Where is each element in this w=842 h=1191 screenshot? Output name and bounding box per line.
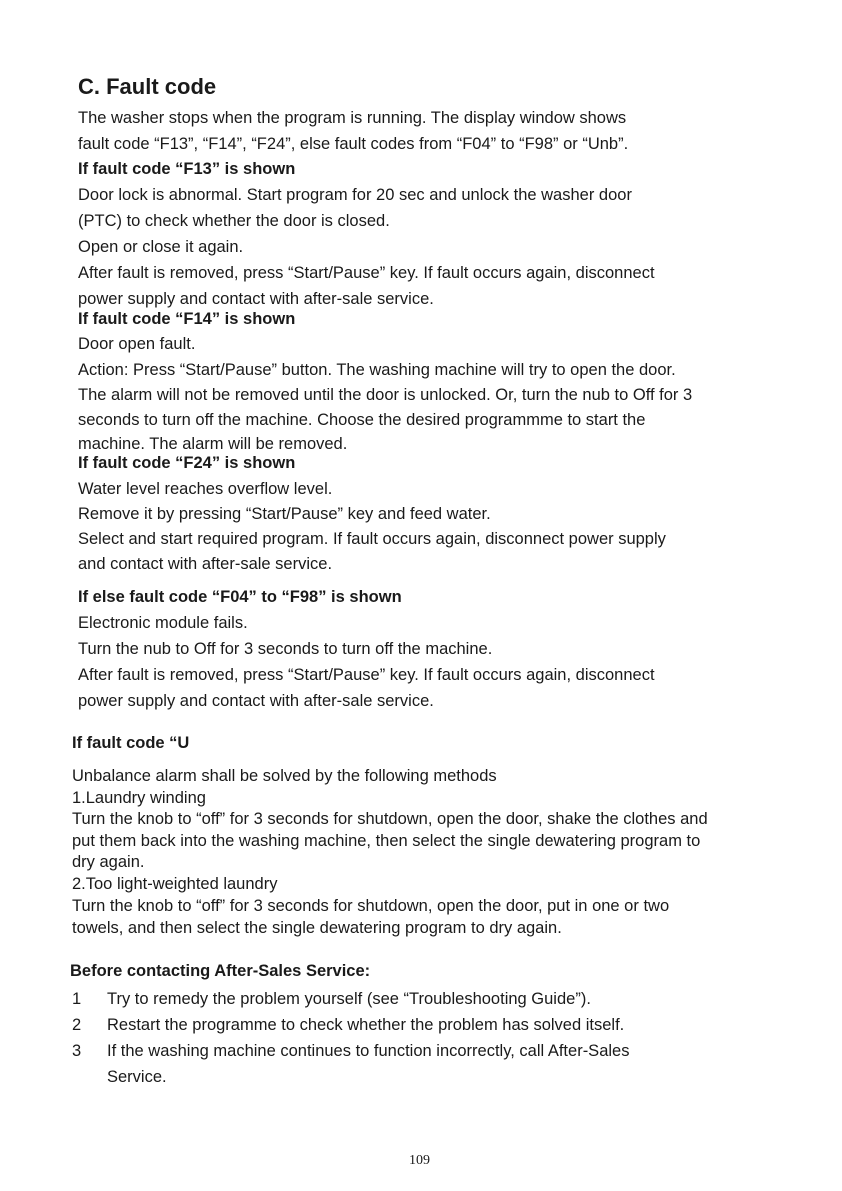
f14-line: seconds to turn off the machine. Choose the desired programmme to start the — [78, 411, 646, 429]
list-item-number: 1 — [72, 990, 82, 1008]
f14-line: Door open fault. — [78, 335, 196, 353]
f24-line: Water level reaches overflow level. — [78, 480, 333, 498]
f13-line: Door lock is abnormal. Start program for 20 sec and unlock the washer door — [78, 186, 632, 204]
intro-line: The washer stops when the program is running. The display window shows — [78, 109, 627, 127]
f24-line: Remove it by pressing “Start/Pause” key and feed water. — [78, 505, 491, 523]
f13-line: (PTC) to check whether the door is closed. — [78, 212, 390, 230]
f13-line: After fault is removed, press “Start/Pause” key. If fault occurs again, disconnect — [78, 264, 655, 282]
u-line: 1.Laundry winding — [72, 789, 206, 807]
u-line: dry again. — [72, 853, 145, 871]
f14-heading: If fault code “F14” is shown — [78, 310, 296, 328]
list-item-number: 2 — [72, 1016, 82, 1034]
f24-line: Select and start required program. If fault occurs again, disconnect power supply — [78, 530, 666, 548]
f13-heading: If fault code “F13” is shown — [78, 160, 296, 178]
list-item-text: If the washing machine continues to function incorrectly, call After-Sales — [107, 1042, 630, 1060]
u-line: 2.Too light-weighted laundry — [72, 875, 278, 893]
u-heading: If fault code “U — [72, 734, 190, 752]
f04-f98-line: power supply and contact with after-sale service. — [78, 692, 434, 710]
list-item-text-continued: Service. — [107, 1068, 167, 1086]
u-line: Unbalance alarm shall be solved by the following methods — [72, 767, 497, 785]
before-service-heading: Before contacting After-Sales Service: — [70, 962, 371, 980]
list-item-number: 3 — [72, 1042, 82, 1060]
u-line: Turn the knob to “off” for 3 seconds for shutdown, open the door, put in one or two — [72, 897, 670, 915]
f14-line: machine. The alarm will be removed. — [78, 435, 348, 453]
list-item-text: Restart the programme to check whether the problem has solved itself. — [107, 1016, 625, 1034]
f14-line: Action: Press “Start/Pause” button. The washing machine will try to open the door. — [78, 361, 676, 379]
f13-line: Open or close it again. — [78, 238, 244, 256]
u-line: Turn the knob to “off” for 3 seconds for shutdown, open the door, shake the clothes and — [72, 810, 708, 828]
f24-heading: If fault code “F24” is shown — [78, 454, 296, 472]
f04-f98-line: After fault is removed, press “Start/Pause” key. If fault occurs again, disconnect — [78, 666, 655, 684]
f24-line: and contact with after-sale service. — [78, 555, 333, 573]
u-line: towels, and then select the single dewatering program to dry again. — [72, 919, 562, 937]
section-title: C. Fault code — [78, 74, 217, 99]
f04-f98-line: Turn the nub to Off for 3 seconds to turn off the machine. — [78, 640, 493, 658]
intro-line: fault code “F13”, “F14”, “F24”, else fault codes from “F04” to “F98” or “Unb”. — [78, 135, 629, 153]
page-number: 109 — [409, 1153, 430, 1168]
f04-f98-line: Electronic module fails. — [78, 614, 248, 632]
list-item-text: Try to remedy the problem yourself (see “Troubleshooting Guide”). — [107, 990, 591, 1008]
f14-line: The alarm will not be removed until the door is unlocked. Or, turn the nub to Off for 3 — [78, 386, 693, 404]
f04-f98-heading: If else fault code “F04” to “F98” is shown — [78, 588, 402, 606]
f13-line: power supply and contact with after-sale service. — [78, 290, 434, 308]
u-line: put them back into the washing machine, then select the single dewatering program to — [72, 832, 701, 850]
